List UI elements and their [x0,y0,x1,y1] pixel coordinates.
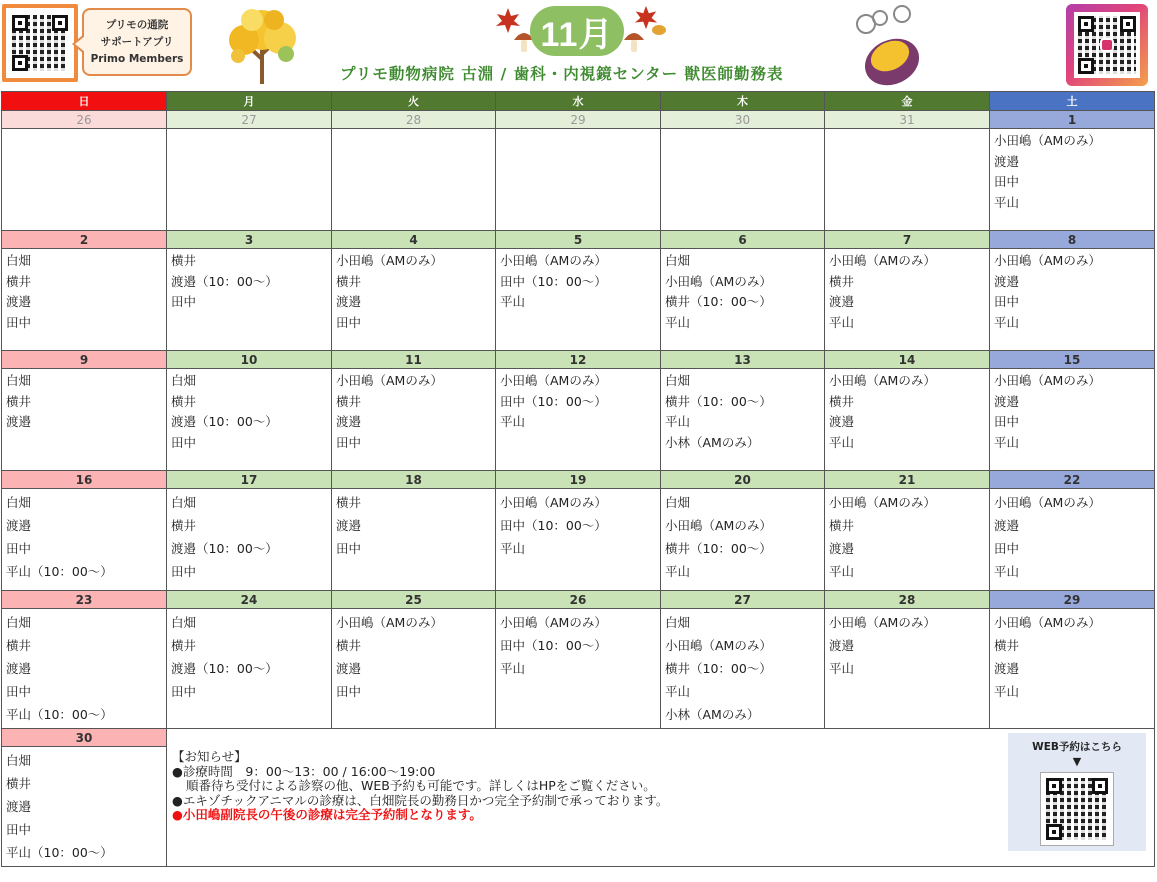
staff-entry: 小田嶋（AMのみ） [336,615,443,630]
staff-entry: 平山 [994,564,1020,579]
day-cell [2,249,167,351]
notice-heading: 【お知らせ】 [172,749,247,764]
staff-entry: 小林（AMのみ） [665,707,760,722]
staff-entry: 平山 [994,434,1020,450]
staff-entry: 白畑 [665,373,691,388]
staff-entry: 小田嶋（AMのみ） [500,495,607,510]
web-reservation-qr-code[interactable] [1040,772,1114,846]
month-badge: 11月 [530,6,624,56]
day-cell [661,489,825,591]
date-number: 26 [2,111,167,129]
staff-entry: 平山 [500,294,526,310]
staff-entry: 白畑 [171,373,197,388]
staff-entry: 渡邉 [6,799,32,814]
staff-entry: 渡邉 [6,294,32,310]
staff-entry: 田中 [994,294,1020,310]
date-row [2,351,1155,369]
staff-entry: 渡邉 [829,414,855,430]
day-cell [661,129,825,231]
notice-panel [167,729,1155,867]
arrow-down-icon: ▼ [1072,755,1082,768]
day-cell [2,129,167,231]
staff-entry: 白畑 [665,253,691,268]
staff-entry: 渡邉 [994,393,1020,409]
staff-entry: 小田嶋（AMのみ） [500,253,607,268]
day-cell [167,489,332,591]
staff-entry: 渡邉 [829,294,855,310]
staff-entry: 小田嶋（AMのみ） [500,615,607,630]
day-cell [825,489,990,591]
date-number: 24 [167,591,332,609]
notice-odajima: ●小田嶋副院長の午後の診療は完全予約制となります。 [172,807,482,822]
weekday-header: 水 [496,92,661,111]
staff-row [2,129,1155,231]
day-cell [990,609,1155,729]
day-cell [661,609,825,729]
date-number: 11 [332,351,496,369]
weekday-header: 月 [167,92,332,111]
page-title: プリモ動物病院 古淵 / 歯科・内視鏡センター 獣医師勤務表 [340,65,784,83]
app-tag [82,8,192,76]
staff-entry: 平山 [994,314,1020,330]
staff-entry: 横井 [336,393,362,409]
staff-entry: 白畑 [665,495,691,510]
staff-entry: 田中 [171,434,197,450]
date-number: 31 [825,111,990,129]
day-cell [825,609,990,729]
date-number: 14 [825,351,990,369]
day-cell [332,489,496,591]
date-number: 13 [661,351,825,369]
date-number: 29 [496,111,661,129]
date-number: 7 [825,231,990,249]
date-number: 25 [332,591,496,609]
date-number: 29 [990,591,1155,609]
staff-entry: 小田嶋（AMのみ） [829,373,936,388]
web-reservation-box[interactable] [1008,733,1146,851]
staff-entry: 田中（10：00～） [500,518,607,533]
notice-exotic: ●エキゾチックアニマルの診療は、白畑院長の勤務日かつ完全予約制で承っております。 [172,792,669,808]
day-cell [825,129,990,231]
date-number: 28 [332,111,496,129]
staff-entry: 田中 [6,684,32,699]
date-row [2,231,1155,249]
staff-entry: 横井 [171,638,197,653]
date-number: 22 [990,471,1155,489]
day-cell [496,129,661,231]
staff-entry: 平山（10：00～） [6,845,113,860]
weekday-header-row [2,92,1155,111]
date-number: 27 [167,111,332,129]
staff-entry: 渡邉 [829,638,855,653]
instagram-icon [1100,38,1114,52]
staff-entry: 渡邉 [336,661,362,676]
day-cell [167,609,332,729]
staff-entry: 平山 [829,434,855,450]
staff-entry: 横井（10：00～） [665,294,772,310]
mushroom-icon [622,26,646,54]
staff-entry: 田中 [336,434,362,450]
staff-entry: 平山 [665,564,691,579]
staff-entry: 渡邉 [994,518,1020,533]
staff-entry: 小田嶋（AMのみ） [994,615,1101,630]
staff-entry: 平山 [665,314,691,330]
notice-hours: ●診療時間 9：00～13：00 / 16:00～19:00 [172,763,436,779]
staff-entry: 白畑 [6,615,32,630]
qr-code-icon [1046,778,1108,840]
staff-entry: 小田嶋（AMのみ） [829,253,936,268]
staff-entry: 田中 [994,174,1020,190]
staff-entry: 田中（10：00～） [500,393,607,409]
date-number: 1 [990,111,1155,129]
staff-entry: 田中 [6,822,32,837]
day-cell [332,249,496,351]
staff-entry: 渡邉（10：00～） [171,273,278,289]
date-number: 8 [990,231,1155,249]
staff-entry: 横井 [6,393,32,409]
date-number: 6 [661,231,825,249]
staff-entry: 平山 [994,684,1020,699]
staff-entry: 白畑 [6,373,32,388]
staff-row [2,369,1155,471]
staff-entry: 横井 [171,253,197,268]
instagram-qr-code[interactable] [1066,4,1148,86]
staff-entry: 横井 [829,518,855,533]
date-number: 20 [661,471,825,489]
date-number: 12 [496,351,661,369]
date-number: 30 [661,111,825,129]
staff-entry: 渡邉 [994,153,1020,169]
staff-entry: 小田嶋（AMのみ） [994,133,1101,148]
app-tag-line1: プリモの通院 [105,18,169,31]
date-number: 21 [825,471,990,489]
day-cell [2,489,167,591]
staff-entry: 横井 [171,393,197,409]
staff-entry: 渡邉 [994,661,1020,676]
staff-entry: 横井 [829,393,855,409]
day-cell [2,369,167,471]
staff-entry: 渡邉 [336,294,362,310]
staff-entry: 横井 [171,518,197,533]
staff-entry: 田中 [6,541,32,556]
staff-entry: 小田嶋（AMのみ） [994,495,1101,510]
staff-entry: 横井（10：00～） [665,541,772,556]
staff-entry: 平山 [829,564,855,579]
staff-entry: 平山 [994,194,1020,210]
staff-entry: 白畑 [6,753,32,768]
weekday-header: 土 [990,92,1155,111]
staff-entry: 小田嶋（AMのみ） [665,273,772,289]
staff-entry: 小田嶋（AMのみ） [994,253,1101,268]
day-cell [2,747,167,867]
weekday-header: 木 [661,92,825,111]
date-row [2,111,1155,129]
day-cell [496,249,661,351]
day-cell [990,249,1155,351]
leaf-icon [650,22,668,38]
date-number: 28 [825,591,990,609]
staff-entry: 横井（10：00～） [665,661,772,676]
day-cell [332,129,496,231]
staff-entry: 田中 [336,314,362,330]
staff-entry: 小田嶋（AMのみ） [500,373,607,388]
date-number: 5 [496,231,661,249]
date-number: 9 [2,351,167,369]
date-number: 30 [2,729,167,747]
staff-entry: 田中 [171,564,197,579]
qr-code-icon [12,15,68,71]
staff-entry: 渡邉 [336,414,362,430]
day-cell [496,489,661,591]
staff-entry: 横井 [829,273,855,289]
day-cell [661,249,825,351]
header [0,0,1157,90]
staff-entry: 横井 [6,273,32,289]
staff-entry: 小田嶋（AMのみ） [336,373,443,388]
staff-entry: 平山（10：00～） [6,707,113,722]
day-cell [167,249,332,351]
date-row [2,471,1155,489]
staff-entry: 平山 [500,661,526,676]
staff-entry: 田中 [994,541,1020,556]
staff-entry: 田中（10：00～） [500,638,607,653]
weekday-header: 日 [2,92,167,111]
notice-text [172,750,668,823]
day-cell [496,369,661,471]
day-cell [661,369,825,471]
staff-entry: 田中 [336,541,362,556]
day-cell [825,369,990,471]
staff-entry: 小田嶋（AMのみ） [829,495,936,510]
day-cell [332,369,496,471]
staff-entry: 田中 [171,684,197,699]
date-number: 17 [167,471,332,489]
app-qr-code[interactable] [2,4,78,82]
weekday-header: 金 [825,92,990,111]
sweet-potato-icon [852,4,944,90]
staff-entry: 田中 [336,684,362,699]
staff-entry: 白畑 [171,495,197,510]
date-number: 3 [167,231,332,249]
staff-entry: 横井 [336,638,362,653]
staff-entry: 田中（10：00～） [500,273,607,289]
staff-entry: 平山 [665,684,691,699]
staff-entry: 渡邉 [336,518,362,533]
staff-entry: 横井 [336,495,362,510]
web-reservation-label: WEB予約はこちら [1032,741,1122,753]
day-cell [990,129,1155,231]
staff-entry: 平山 [500,414,526,430]
staff-entry: 渡邉 [6,518,32,533]
date-number: 26 [496,591,661,609]
staff-entry: 白畑 [171,615,197,630]
staff-entry: 田中 [994,414,1020,430]
day-cell [990,369,1155,471]
day-cell [167,129,332,231]
staff-entry: 渡邉 [829,541,855,556]
staff-entry: 小田嶋（AMのみ） [336,253,443,268]
staff-entry: 平山 [665,414,691,430]
staff-entry: 横井 [994,638,1020,653]
day-cell [167,369,332,471]
staff-entry: 渡邉 [6,414,32,430]
staff-entry: 田中 [171,294,197,310]
staff-entry: 平山 [829,314,855,330]
staff-entry: 横井（10：00～） [665,393,772,409]
staff-entry: 小林（AMのみ） [665,434,760,450]
staff-entry: 小田嶋（AMのみ） [665,638,772,653]
staff-entry: 小田嶋（AMのみ） [829,615,936,630]
day-cell [332,609,496,729]
staff-entry: 小田嶋（AMのみ） [994,373,1101,388]
staff-entry: 小田嶋（AMのみ） [665,518,772,533]
staff-entry: 白畑 [6,495,32,510]
staff-entry: 横井 [336,273,362,289]
date-number: 4 [332,231,496,249]
staff-entry: 渡邉（10：00～） [171,541,278,556]
staff-row [2,489,1155,591]
date-number: 2 [2,231,167,249]
staff-entry: 渡邉 [994,273,1020,289]
date-number: 27 [661,591,825,609]
staff-entry: 渡邉 [6,661,32,676]
notice-walkin: 順番待ち受付による診察の他、WEB予約も可能です。詳しくはHPをご覧ください。 [186,778,656,793]
weekday-header: 火 [332,92,496,111]
date-number: 10 [167,351,332,369]
app-tag-line2: サポートアプリ [100,35,174,48]
staff-entry: 田中 [6,314,32,330]
date-number: 19 [496,471,661,489]
date-number: 16 [2,471,167,489]
app-tag-line3: Primo Members [90,52,184,65]
staff-entry: 平山（10：00～） [6,564,113,579]
staff-entry: 白畑 [665,615,691,630]
date-number: 15 [990,351,1155,369]
staff-row [2,249,1155,351]
ginkgo-tree-icon [222,4,302,86]
staff-entry: 白畑 [6,253,32,268]
date-number: 18 [332,471,496,489]
schedule-calendar [1,91,1155,867]
date-number: 23 [2,591,167,609]
staff-entry: 平山 [829,661,855,676]
day-cell [825,249,990,351]
staff-entry: 渡邉（10：00～） [171,414,278,430]
staff-entry: 横井 [6,638,32,653]
staff-row [2,609,1155,729]
staff-entry: 渡邉（10：00～） [171,661,278,676]
date-row [2,591,1155,609]
day-cell [990,489,1155,591]
day-cell [2,609,167,729]
staff-entry: 平山 [500,541,526,556]
day-cell [496,609,661,729]
staff-entry: 横井 [6,776,32,791]
date-row [2,729,1155,747]
